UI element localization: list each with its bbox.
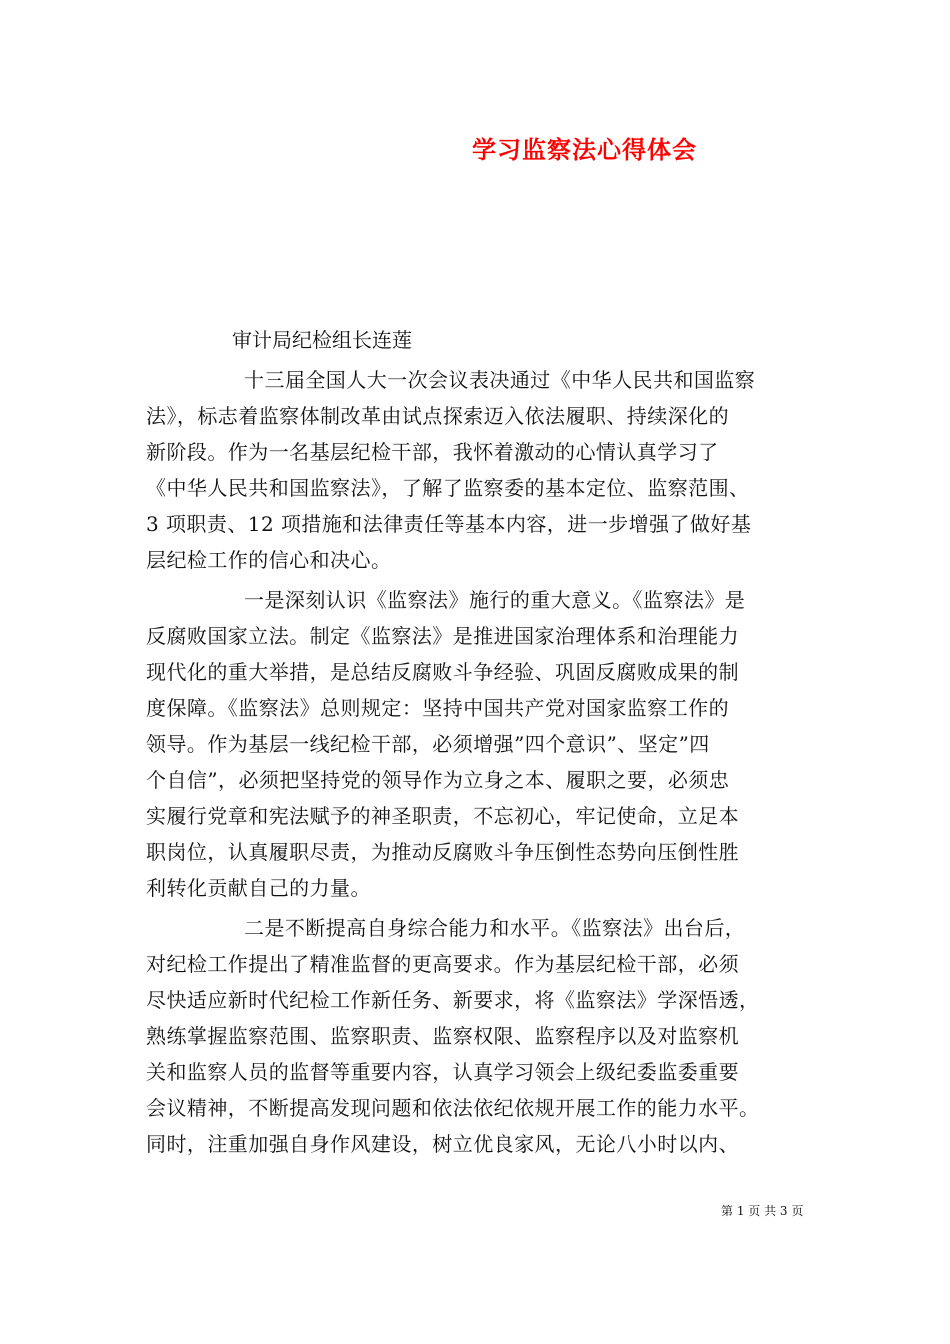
- page-number-footer: 第 1 页 共 3 页: [721, 1204, 804, 1218]
- body-line: 新阶段。作为一名基层纪检干部，我怀着激动的心情认真学习了: [146, 440, 719, 464]
- body-line: 现代化的重大举措，是总结反腐败斗争经验、巩固反腐败成果的制: [146, 660, 740, 684]
- body-line: 领导。作为基层一线纪检干部，必须增强”四个意识”、坚定”四: [146, 732, 710, 756]
- body-line: 实履行党章和宪法赋予的神圣职责，不忘初心，牢记使命，立足本: [146, 804, 740, 828]
- body-line: 3 项职责、12 项措施和法律责任等基本内容，进一步增强了做好基: [146, 512, 752, 536]
- body-line: 十三届全国人大一次会议表决通过《中华人民共和国监察: [244, 368, 756, 392]
- body-line: 关和监察人员的监督等重要内容，认真学习领会上级纪委监委重要: [146, 1060, 740, 1084]
- body-line: 尽快适应新时代纪检工作新任务、新要求，将《监察法》学深悟透，: [146, 988, 760, 1012]
- body-line: 利转化贡献自己的力量。: [146, 876, 371, 900]
- body-line: 职岗位，认真履职尽责，为推动反腐败斗争压倒性态势向压倒性胜: [146, 840, 740, 864]
- body-line: 会议精神，不断提高发现问题和依法依纪依规开展工作的能力水平。: [146, 1096, 760, 1120]
- body-line: 对纪检工作提出了精准监督的更高要求。作为基层纪检干部，必须: [146, 952, 740, 976]
- body-line: 熟练掌握监察范围、监察职责、监察权限、监察程序以及对监察机: [146, 1024, 740, 1048]
- author-line: 审计局纪检组长连莲: [232, 328, 412, 352]
- body-line: 一是深刻认识《监察法》施行的重大意义。《监察法》是: [244, 588, 746, 612]
- body-line: 层纪检工作的信心和决心。: [146, 548, 392, 572]
- body-line: 度保障。《监察法》总则规定：坚持中国共产党对国家监察工作的: [146, 696, 730, 720]
- body-line: 反腐败国家立法。制定《监察法》是推进国家治理体系和治理能力: [146, 624, 740, 648]
- body-line: 法》，标志着监察体制改革由试点探索迈入依法履职、持续深化的: [146, 404, 730, 428]
- body-line: 《中华人民共和国监察法》，了解了监察委的基本定位、监察范围、: [146, 476, 750, 500]
- document-title: 学习监察法心得体会: [472, 135, 697, 164]
- body-line: 个自信”，必须把坚持党的领导作为立身之本、履职之要，必须忠: [146, 768, 730, 792]
- body-line: 二是不断提高自身综合能力和水平。《监察法》出台后，: [244, 916, 746, 940]
- body-line: 同时，注重加强自身作风建设，树立优良家风，无论八小时以内、: [146, 1132, 740, 1156]
